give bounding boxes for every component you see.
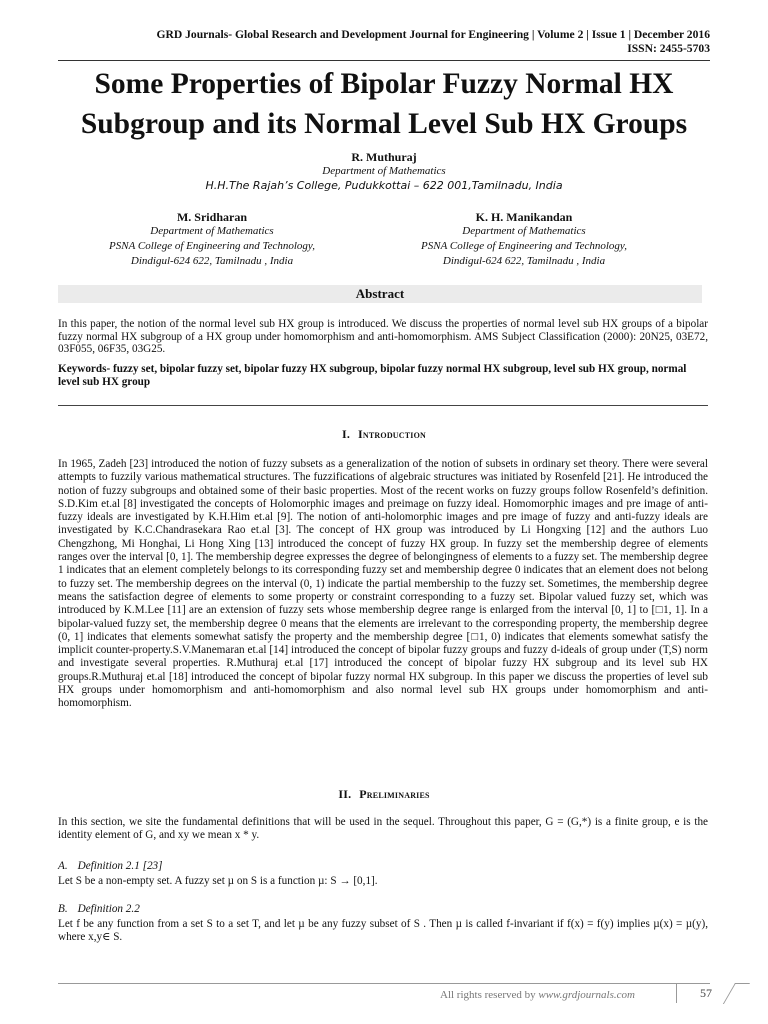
author-location: Dindigul-624 622, Tamilnadu , India <box>442 255 606 267</box>
title-line-2: Subgroup and its Normal Level Sub HX Groups <box>80 108 688 140</box>
issn: ISSN: 2455-5703 <box>627 42 710 55</box>
footer-rights-prefix: All rights reserved by <box>440 989 539 1001</box>
author-name: K. H. Manikandan <box>475 210 573 224</box>
subsection-letter: B. <box>58 903 68 915</box>
author-department: Department of Mathematics <box>150 225 274 237</box>
section-number: II. <box>338 787 352 801</box>
section-title: Preliminaries <box>359 787 430 801</box>
journal-header <box>156 28 710 56</box>
author-department: Department of Mathematics <box>322 165 446 177</box>
author-department: Department of Mathematics <box>462 225 586 237</box>
author-name: R. Muthuraj <box>351 150 417 164</box>
footer-rule <box>58 983 710 984</box>
section-heading-introduction <box>0 427 768 442</box>
author-block-main <box>0 150 768 194</box>
journal-line: GRD Journals- Global Research and Development Journal for Engineering | Volume 2 | Issue 1 | December 2016 <box>156 28 710 41</box>
abstract-heading: Abstract <box>58 285 702 303</box>
footer-corner-mark <box>723 983 750 1004</box>
author-institution: PSNA College of Engineering and Technology, <box>421 240 627 252</box>
definition-2-2-text: Let f be any function from a set S to a set T, and let µ be any fuzzy subset of S . Then µ is called f-invariant if f(x) = f(y) implies µ(x) = µ(y), where x,y∈ S. <box>58 918 708 944</box>
subsection-letter: A. <box>58 860 68 872</box>
footer-rights <box>440 989 635 1001</box>
section-heading-preliminaries <box>0 787 768 802</box>
author-institution: PSNA College of Engineering and Technology, <box>109 240 315 252</box>
keywords-label: Keywords- <box>58 363 111 375</box>
keywords <box>58 363 708 388</box>
keywords-list: fuzzy set, bipolar fuzzy set, bipolar fuzzy HX subgroup, bipolar fuzzy normal HX subgroup, level sub HX group, normal level sub HX group <box>58 363 687 388</box>
author-block-right <box>364 210 684 269</box>
section-title: Introduction <box>358 427 427 441</box>
section-number: I. <box>341 427 351 441</box>
header-rule <box>58 60 710 61</box>
abstract-rule <box>58 405 708 406</box>
page-number: 57 <box>700 986 712 1000</box>
footer-divider <box>676 983 677 1003</box>
author-location: Dindigul-624 622, Tamilnadu , India <box>130 255 294 267</box>
definition-2-1-heading <box>58 860 162 873</box>
author-college: H.H.The Rajah’s College, Pudukkottai – 622 001,Tamilnadu, India <box>205 179 563 192</box>
preliminaries-text: In this section, we site the fundamental definitions that will be used in the sequel. Throughout this paper, G = (G,*) is a finite group, e is the identity element of G, and xy we mean x * y. <box>58 816 708 842</box>
definition-2-1-text: Let S be a non-empty set. A fuzzy set µ on S is a function µ: S → [0,1]. <box>58 875 378 887</box>
definition-2-2-heading <box>58 903 140 916</box>
abstract-text: In this paper, the notion of the normal level sub HX group is introduced. We discuss the properties of normal level sub HX groups of a bipolar fuzzy normal HX subgroup of a HX group under homomorphism and anti-homomorphism. AMS Subject Classification (2000): 20N25, 03E72, 03F055, 06F35, 03G25. <box>58 318 708 356</box>
subsection-title: Definition 2.2 <box>77 903 140 915</box>
introduction-text: In 1965, Zadeh [23] introduced the notion of fuzzy subsets as a generalization of the notion of subsets in ordinary set theory. There were several attempts to fuzzily various mathematical structures. The fuzzifications of algebraic structures was initiated by Rosenfeld [21]. He introduced the notion of fuzzy subgroups and obtained some of their basic properties. Most of the recent works on fuzzy groups follow Rosenfeld’s definition. S.D.Kim et.al [8] investigated the concepts of Holomorphic images and preimage on fuzzy ideal. Homomorphic images and pre image of anti-fuzzy ideals are investigated by K.H.Him et.al [9]. The notion of anti-holomorphic images and pre image of fuzzy and anti-fuzzy ideals are investigated by K.C.Chandrasekara Rao et.al [3]. The concept of HX group was introduced by Li Hongxing [12] and the authors Luo Chengzhong, Mi Honghai, Li Hong Xing [13] introduced the concept of fuzzy HX group. In fuzzy set the membership degree of elements ranges over the interval [0, 1]. The membership degree expresses the degree of belongingness of elements to a fuzzy set. The membership degree 1 indicates that an element completely belongs to its corresponding fuzzy set and membership degree 0 indicates that an element does not belong to fuzzy set. The membership degrees on the interval (0, 1) indicate the partial membership to the fuzzy set. Sometimes, the membership degree means the satisfaction degree of elements to some property or constraint corresponding to a fuzzy set. Bipolar valued fuzzy set, which was introduced by K.M.Lee [11] are an extension of fuzzy sets whose membership degree range is enlarged from the interval [0, 1] to [□1, 1]. In a bipolar-valued fuzzy set, the membership degree 0 means that the elements are irrelevant to the corresponding property, the membership degree (0, 1] indicates that elements somewhat satisfy the property and the membership degree [□1, 0) indicates that elements somewhat satisfy the implicit counter-property.S.V.Manemaran et.al [14] introduced the concept of bipolar fuzzy groups and fuzzy d-ideals of group under (T,S) norm and investigate several properties. R.Muthuraj et.al [17] introduced the concept of bipolar fuzzy HX subgroup and its level sub HX groups.R.Muthuraj et.al [18] introduced the concept of bipolar fuzzy normal HX subgroup. In this paper we discuss the properties of level sub HX groups under homomorphism and anti-homomorphism and also normal level sub HX groups under homomorphism and anti-homomorphism. <box>58 458 708 710</box>
paper-title <box>40 64 728 144</box>
subsection-title: Definition 2.1 [23] <box>77 860 163 872</box>
author-block-left <box>52 210 372 269</box>
author-name: M. Sridharan <box>176 210 247 224</box>
title-line-1: Some Properties of Bipolar Fuzzy Normal HX <box>94 68 674 100</box>
footer-site-link[interactable]: www.grdjournals.com <box>538 989 635 1001</box>
